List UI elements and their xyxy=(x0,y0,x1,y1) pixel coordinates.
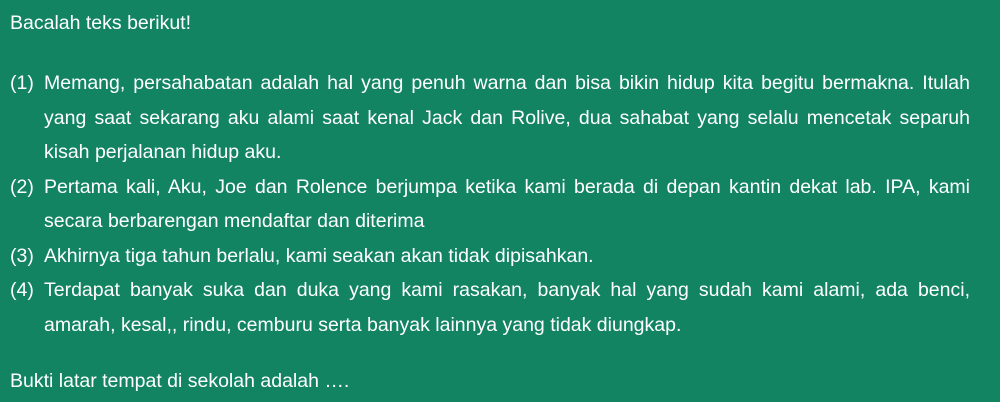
paragraph-text: Akhirnya tiga tahun berlalu, kami seakan akan tidak dipisahkan. xyxy=(44,244,594,267)
instruction-text: Bacalah teks berikut! xyxy=(10,12,192,34)
paragraph-number: (4) xyxy=(10,279,34,301)
paragraph-item-1 xyxy=(10,66,970,170)
paragraph-item-4 xyxy=(10,273,970,342)
paragraph-number: (2) xyxy=(10,175,34,198)
paragraph-number: (3) xyxy=(10,244,34,267)
paragraph-text: Terdapat banyak suka dan duka yang kami rasakan, banyak hal yang sudah kami alami, ada benci, amarah, kesal,, rindu, cemburu serta banyak lainnya yang tidak diungkap. xyxy=(44,279,970,336)
paragraph-item-3 xyxy=(10,239,970,274)
paragraph-list xyxy=(10,66,970,342)
question-text: Bukti latar tempat di sekolah adalah …. xyxy=(10,370,350,392)
paragraph-number: (1) xyxy=(10,72,34,94)
paragraph-text: Pertama kali, Aku, Joe dan Rolence berjumpa ketika kami berada di depan kantin dekat lab. IPA, kami secara berbarengan mendaftar dan diterima xyxy=(44,175,970,232)
paragraph-item-2 xyxy=(10,170,970,239)
paragraph-text: Memang, persahabatan adalah hal yang penuh warna dan bisa bikin hidup kita begitu bermakna. Itulah yang saat sekarang aku alami saat kenal Jack dan Rolive, dua sahabat yang selalu mencetak separuh kisah perjalanan hidup aku. xyxy=(44,72,970,163)
